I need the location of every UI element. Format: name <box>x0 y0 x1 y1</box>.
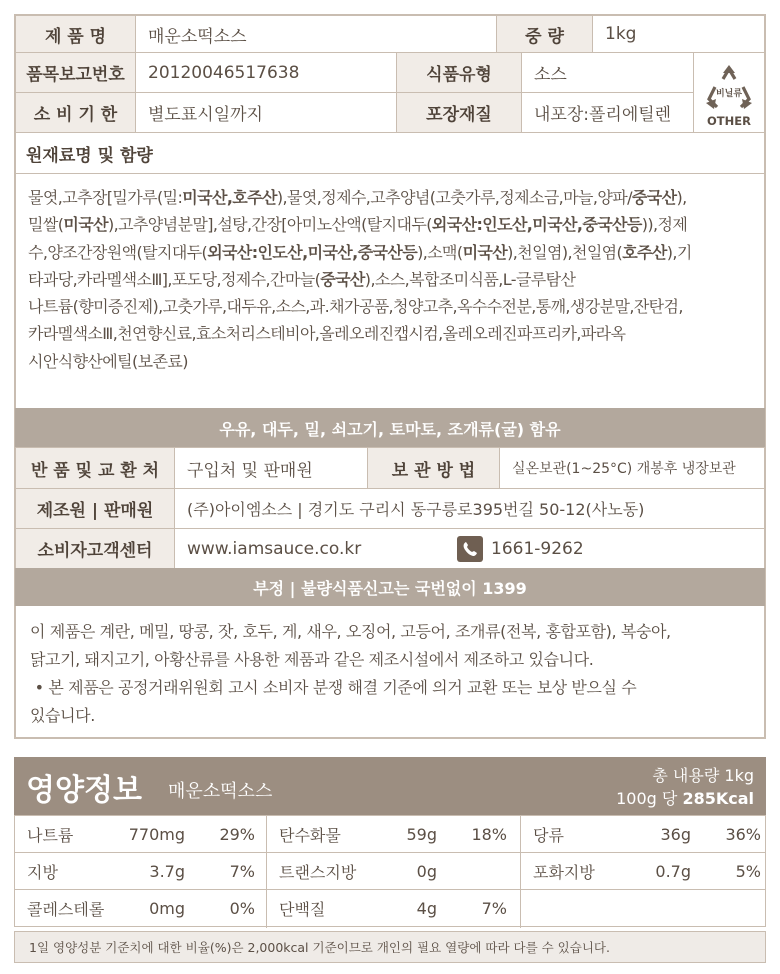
nutrition-row <box>15 816 765 853</box>
storage-label: 보 관 방 법 <box>367 447 500 489</box>
nutrient-amount: 59g <box>406 825 437 844</box>
ingredients-title: 원재료명 및 함량 <box>15 132 765 174</box>
nutrient-amount: 0mg <box>149 899 185 918</box>
nutrient-percent <box>701 890 761 927</box>
ingredient-text: 밀쌀( <box>28 215 64 235</box>
packaging-value: 내포장:폴리에틸렌 <box>521 92 694 133</box>
nutrient-name: 나트륨 <box>27 826 74 845</box>
nutrient-name: 포화지방 <box>533 863 595 882</box>
ingredient-origin: 미국산,호주산 <box>182 188 277 207</box>
report-number-value: 20120046517638 <box>135 52 397 93</box>
report-number-label: 품목보고번호 <box>15 52 136 93</box>
ingredient-origin: 외국산:인도산,미국산,중국산등 <box>207 242 418 262</box>
ingredients-line <box>28 293 758 320</box>
nutrient-amount: 0g <box>416 862 437 881</box>
exchange-value: 구입처 및 판매원 <box>174 447 368 489</box>
nutrient-amount: 3.7g <box>149 862 185 881</box>
ingredient-origin: 호주산 <box>622 242 667 262</box>
nutrient-amount: 0.7g <box>655 862 691 881</box>
nutrient-percent <box>447 853 507 890</box>
nutrition-kcal: 285Kcal <box>682 789 754 808</box>
notice-line: 있습니다. <box>30 706 95 725</box>
recycle-icon <box>699 57 759 129</box>
nutrient-percent: 7% <box>481 899 507 918</box>
nutrient-name: 콜레스테롤 <box>27 900 105 919</box>
phone-number[interactable]: 1661-9262 <box>491 538 584 559</box>
ingredient-text: ),천일염),천일염( <box>507 242 623 262</box>
phone-icon <box>457 536 483 562</box>
notice-line: • 본 제품은 공정거래위원회 고시 소비자 분쟁 해결 기준에 의거 교환 또는 보상 받으실 수 <box>30 678 637 697</box>
nutrient-name: 단백질 <box>279 900 326 919</box>
recycle-top-text: 비닐류 <box>715 88 743 99</box>
ingredient-text: ),소맥( <box>417 242 463 262</box>
ingredient-text: ), <box>676 188 687 207</box>
ingredient-text: 시안식향산에틸(보존료) <box>28 351 188 371</box>
ingredients-line <box>28 320 758 347</box>
nutrient-percent: 36% <box>725 825 761 844</box>
ingredient-origin: 미국산 <box>63 215 108 235</box>
nutrition-row <box>15 853 765 890</box>
nutrition-subtitle: 매운소떡소스 <box>168 781 273 802</box>
expiry-value: 별도표시일까지 <box>135 92 397 133</box>
ingredient-text: ),기 <box>666 242 692 262</box>
website-link[interactable]: www.iamsauce.co.kr <box>187 538 362 559</box>
report-band: 부정 | 불량식품신고는 국번없이 1399 <box>15 568 765 606</box>
nutrient-amount: 36g <box>660 825 691 844</box>
customer-center-value <box>174 528 765 569</box>
nutrient-name <box>533 890 633 927</box>
nutrition-row <box>15 890 765 927</box>
product-name-label: 제 품 명 <box>15 15 136 53</box>
ingredients-line <box>28 348 758 375</box>
nutrient-name: 지방 <box>27 863 58 882</box>
exchange-label: 반 품 및 교 환 처 <box>15 447 175 489</box>
recycle-cell <box>693 52 765 133</box>
allergen-band: 우유, 대두, 밀, 쇠고기, 토마토, 조개류(굴) 함유 <box>15 408 765 448</box>
nutrition-grid <box>14 815 766 927</box>
ingredient-text: 타과당,카라멜색소Ⅲ],포도당,정제수,간마늘( <box>28 269 321 289</box>
nutrient-name: 탄수화물 <box>279 826 341 845</box>
ingredient-text: 물엿,고추장[밀가루(밀: <box>28 188 183 207</box>
nutrient-percent: 18% <box>471 825 507 844</box>
nutrient-percent: 5% <box>735 862 761 881</box>
storage-value: 실온보관(1~25°C) 개봉후 냉장보관 <box>499 447 765 489</box>
ingredient-text: )),정제 <box>641 215 688 235</box>
notice-line: 닭고기, 돼지고기, 아황산류를 사용한 제품과 같은 제조시설에서 제조하고 있습니다. <box>30 650 594 669</box>
weight-label: 중 량 <box>496 15 593 53</box>
nutrient-amount: 770mg <box>128 825 185 844</box>
nutrient-name: 당류 <box>533 826 564 845</box>
nutrient-percent: 7% <box>229 862 255 881</box>
weight-value: 1kg <box>592 15 765 53</box>
nutrition-total: 총 내용량 1kg <box>652 766 754 785</box>
nutrition-title: 영양정보 <box>26 773 142 808</box>
ingredient-origin: 외국산:인도산,미국산,중국산등 <box>431 215 642 235</box>
ingredients-line <box>28 184 758 211</box>
ingredient-text: ),소스,복합조미식품,L-글루탐산 <box>364 269 576 289</box>
ingredients-line <box>28 211 758 238</box>
ingredient-text: 나트륨(향미증진제),고춧가루,대두유,소스,과.채가공품,청양고추,옥수수전분,통깨,생강분말,잔탄검, <box>28 297 683 317</box>
notice-text <box>30 618 760 730</box>
nutrient-percent: 0% <box>229 899 255 918</box>
packaging-label: 포장재질 <box>396 92 522 133</box>
ingredients-line <box>28 239 758 266</box>
ingredient-text: 수,양조간장원액(탈지대두( <box>28 242 208 262</box>
ingredient-origin: 중국산 <box>631 188 677 207</box>
ingredient-origin: 중국산 <box>320 269 365 289</box>
nutrient-amount: 4g <box>416 899 437 918</box>
ingredient-origin: 미국산 <box>462 242 508 262</box>
customer-center-label: 소비자고객센터 <box>15 528 175 569</box>
food-type-label: 식품유형 <box>396 52 522 93</box>
ingredient-text: ),고추양념분말],설탕,간장[아미노산액(탈지대두( <box>107 215 432 235</box>
expiry-label: 소 비 기 한 <box>15 92 136 133</box>
ingredients-text <box>28 184 758 375</box>
notice-line: 이 제품은 계란, 메밀, 땅콩, 잣, 호두, 게, 새우, 오징어, 고등어, 조개류(전복, 홍합포함), 복숭아, <box>30 622 671 641</box>
nutrient-percent: 29% <box>219 825 255 844</box>
nutrition-per <box>616 786 754 809</box>
nutrition-footnote: 1일 영양성분 기준치에 대한 비율(%)은 2,000kcal 기준이므로 개인의 필요 열량에 따라 다를 수 있습니다. <box>14 931 766 963</box>
food-type-value: 소스 <box>521 52 694 93</box>
product-name-value: 매운소떡소스 <box>135 15 497 53</box>
ingredient-text: 카라멜색소Ⅲ,천연향신료,효소처리스테비아,올레오레진캡시컴,올레오레진파프리카,파라옥 <box>28 324 626 344</box>
nutrient-name: 트랜스지방 <box>279 863 357 882</box>
recycle-bottom-text: OTHER <box>707 113 751 128</box>
ingredient-text: ),물엿,정제수,고추양념(고춧가루,정제소금,마늘,양파/ <box>276 188 632 207</box>
maker-label: 제조원 | 판매원 <box>15 488 175 529</box>
maker-value: (주)아이엠소스 | 경기도 구리시 동구릉로395번길 50-12(사노동) <box>174 488 765 529</box>
nutrition-header <box>14 757 766 815</box>
ingredients-line <box>28 266 758 293</box>
nutrition-per-prefix: 100g 당 <box>616 789 683 808</box>
nutrient-amount <box>621 890 691 927</box>
